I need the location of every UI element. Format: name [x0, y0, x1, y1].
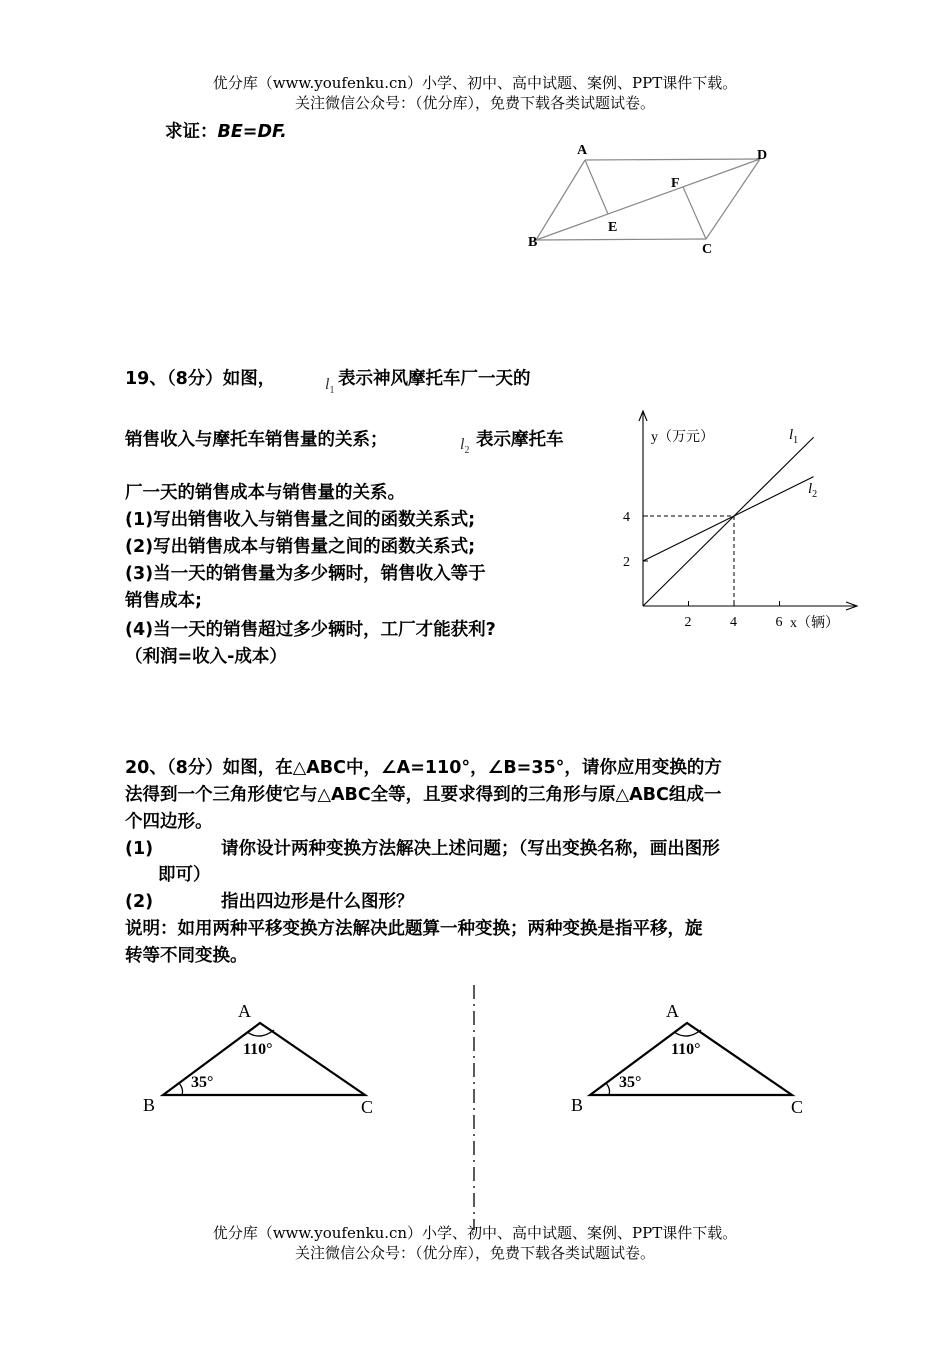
q19-line-1a: 19、（8分）如图，	[125, 369, 276, 389]
edge-cd	[706, 159, 760, 239]
q20-line-2: 法得到一个三角形使它与△ABC全等，且要求得到的三角形与原△ABC组成一	[125, 785, 722, 805]
segment-cf	[683, 187, 706, 239]
x-tick-label-4: 4	[730, 615, 737, 630]
q19-line-2b: 表示摩托车	[476, 430, 564, 450]
triangle-right	[563, 995, 823, 1125]
footer-line-1: 优分库（www.youfenku.cn）小学、初中、高中试题、案例、PPT课件下载。	[212, 1224, 738, 1242]
parallelogram-figure	[520, 135, 780, 260]
q19-line-2a: 销售收入与摩托车销售量的关系；	[125, 430, 388, 450]
q19-line-3: 厂一天的销售成本与销售量的关系。	[125, 483, 405, 503]
angle-b-arc-right	[606, 1083, 610, 1095]
q19-line-1b: 表示神风摩托车厂一天的	[338, 369, 531, 389]
triangle-right-b-label: B	[571, 1095, 584, 1115]
q20-sub-1-continuation: 即可）	[158, 865, 211, 885]
q20-note-2: 转等不同变换。	[125, 946, 248, 966]
diagonal-bd	[536, 159, 760, 240]
point-e-label: E	[608, 220, 618, 235]
y-tick-label-4: 4	[623, 510, 630, 525]
triangle-left-a-label: A	[238, 1001, 251, 1021]
q19-note: （利润=收入-成本）	[125, 647, 287, 667]
l2-symbol	[460, 436, 469, 456]
prove-expression: BE=DF.	[217, 122, 287, 142]
q20-sub-1-text: 请你设计两种变换方法解决上述问题；（写出变换名称，画出图形	[221, 839, 720, 859]
edge-ab	[536, 160, 585, 240]
x-axis-label: x（辆）	[790, 616, 839, 631]
q20-note-1: 说明：如用两种平移变换方法解决此题算一种变换；两种变换是指平移，旋	[125, 919, 703, 939]
x-tick-label-6: 6	[775, 615, 783, 630]
q20-sub-2-text: 指出四边形是什么图形？	[221, 892, 414, 912]
edge-bc	[536, 239, 706, 240]
point-b-label: B	[528, 235, 538, 250]
q20-sub-1-number: (1)	[125, 839, 154, 859]
y-axis-label: y（万元）	[651, 430, 714, 445]
footer-line-2: 关注微信公众号：（优分库），免费下载各类试题试卷。	[294, 1244, 655, 1262]
segment-ae	[585, 160, 608, 214]
x-tick-label-2: 2	[684, 615, 692, 630]
point-f-label: F	[671, 176, 680, 191]
q19-question-1: (1)写出销售收入与销售量之间的函数关系式;	[125, 510, 476, 530]
angle-b-arc-left	[179, 1083, 183, 1095]
q19-question-3a: (3)当一天的销售量为多少辆时，销售收入等于	[125, 564, 486, 584]
q20-sub-2-number: (2)	[125, 892, 154, 912]
header-line-1: 优分库（www.youfenku.cn）小学、初中、高中试题、案例、PPT课件下载。	[212, 74, 738, 92]
l2-letter: l	[460, 436, 465, 453]
triangle-left-c-label: C	[361, 1097, 374, 1117]
triangle-right-angle-b: 35°	[619, 1074, 642, 1091]
triangle-right-a-label: A	[666, 1001, 679, 1021]
q19-line-1	[125, 366, 275, 392]
series-label-l1: $l_1$	[789, 427, 799, 446]
l2-subscript: 2	[464, 445, 470, 457]
divider-dashdot-line	[465, 985, 485, 1230]
y-tick-label-2: 2	[623, 555, 630, 570]
triangle-left	[135, 995, 395, 1125]
triangle-right-angle-a: 110°	[671, 1041, 701, 1058]
series-line-l2	[643, 477, 814, 561]
point-c-label: C	[702, 242, 713, 257]
triangle-left-angle-a: 110°	[243, 1041, 273, 1058]
point-d-label: D	[757, 148, 768, 163]
point-a-label: A	[577, 143, 588, 158]
triangle-right-c-label: C	[791, 1097, 804, 1117]
prove-label: 求证：	[165, 122, 218, 142]
q19-question-3b: 销售成本;	[125, 591, 202, 611]
q20-line-1: 20、（8分）如图，在△ABC中，∠A=110°，∠B=35°，请你应用变换的方	[125, 758, 722, 778]
series-line-l1	[643, 437, 814, 606]
q20-line-3: 个四边形。	[125, 812, 213, 832]
l1-symbol	[325, 376, 334, 396]
prove-statement	[165, 119, 287, 145]
header-line-2: 关注微信公众号：（优分库），免费下载各类试题试卷。	[294, 94, 655, 112]
triangle-left-b-label: B	[143, 1095, 156, 1115]
series-label-l2: $l_2$	[808, 481, 818, 500]
q19-question-2: (2)写出销售成本与销售量之间的函数关系式;	[125, 537, 476, 557]
q19-graph	[600, 405, 865, 635]
l1-letter: l	[325, 376, 330, 393]
edge-ad	[585, 159, 760, 160]
q19-question-4: (4)当一天的销售超过多少辆时，工厂才能获利?	[125, 620, 496, 640]
l1-subscript: 1	[329, 385, 335, 397]
triangle-left-angle-b: 35°	[191, 1074, 214, 1091]
